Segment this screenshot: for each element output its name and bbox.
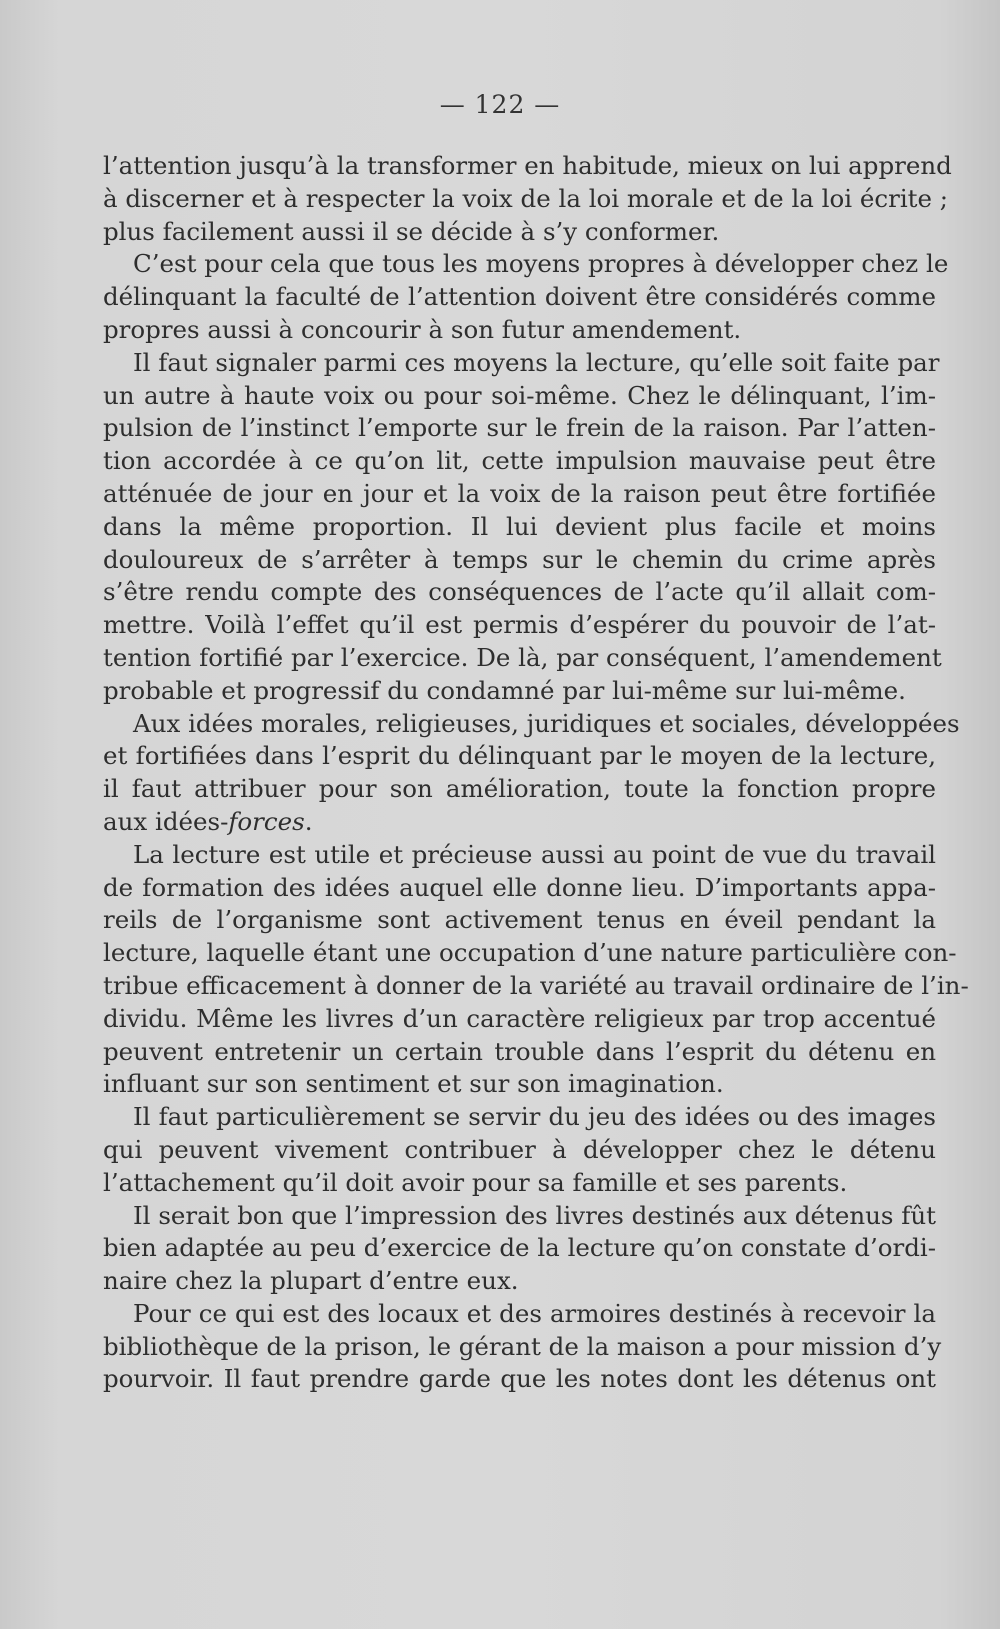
text-line: bien adaptée au peu d’exercice de la lecture qu’on constate d’ordi-: [103, 1233, 936, 1263]
paragraph-6: [103, 1101, 936, 1199]
text-line: il faut attribuer pour son amélioration, toute la fonction propre: [103, 774, 936, 804]
text-line: Aux idées morales, religieuses, juridiques et sociales, développées: [133, 708, 960, 738]
text-line: et fortifiées dans l’esprit du délinquant par le moyen de la lecture,: [103, 741, 936, 771]
text-line: naire chez la plupart d’entre eux.: [103, 1266, 519, 1296]
text-line: La lecture est utile et précieuse aussi au point de vue du travail: [133, 839, 936, 869]
text-line: lecture, laquelle étant une occupation d’une nature particulière con-: [103, 938, 957, 968]
text-fragment: aux idées-: [103, 806, 229, 836]
text-line: pourvoir. Il faut prendre garde que les notes dont les détenus ont: [103, 1364, 936, 1394]
paragraph-7: [103, 1200, 936, 1298]
text-line: pulsion de l’instinct l’emporte sur le frein de la raison. Par l’atten-: [103, 413, 936, 443]
text-line: C’est pour cela que tous les moyens propres à développer chez le: [133, 249, 949, 279]
text-line: douloureux de s’arrêter à temps sur le chemin du crime après: [103, 544, 936, 574]
italic-term: forces: [228, 806, 305, 836]
text-line: Il faut signaler parmi ces moyens la lecture, qu’elle soit faite par: [133, 347, 940, 377]
text-line: propres aussi à concourir à son futur amendement.: [103, 314, 742, 344]
paragraph-3: [103, 347, 942, 708]
text-line: [103, 806, 936, 839]
paragraph-5: [103, 839, 969, 1101]
text-line: s’être rendu compte des conséquences de l’acte qu’il allait com-: [103, 577, 936, 607]
text-line: qui peuvent vivement contribuer à développer chez le détenu: [103, 1134, 936, 1164]
page-number: — 122 —: [439, 90, 561, 119]
text-line: l’attachement qu’il doit avoir pour sa famille et ses parents.: [103, 1167, 848, 1197]
text-line: tention fortifié par l’exercice. De là, par conséquent, l’amendement: [103, 642, 942, 672]
text-line: à discerner et à respecter la voix de la loi morale et de la loi écrite ;: [103, 183, 949, 213]
body-text: [103, 150, 969, 1396]
text-line: atténuée de jour en jour et la voix de la raison peut être fortifiée: [103, 478, 936, 508]
text-line: dividu. Même les livres d’un caractère religieux par trop accentué: [103, 1003, 936, 1033]
text-line: bibliothèque de la prison, le gérant de la maison a pour mission d’y: [103, 1331, 942, 1361]
text-line: Il serait bon que l’impression des livres destinés aux détenus fût: [133, 1200, 936, 1230]
paragraph-8: [103, 1298, 942, 1396]
text-line: délinquant la faculté de l’attention doivent être considérés comme: [103, 282, 936, 312]
text-line: l’attention jusqu’à la transformer en habitude, mieux on lui apprend: [103, 151, 952, 180]
text-line: probable et progressif du condamné par lui-même sur lui-même.: [103, 675, 906, 705]
text-line: dans la même proportion. Il lui devient plus facile et moins: [103, 511, 936, 541]
text-line: tribue efficacement à donner de la variété au travail ordinaire de l’in-: [103, 970, 969, 1000]
text-fragment: .: [304, 806, 313, 836]
text-line: Pour ce qui est des locaux et des armoires destinés à recevoir la: [133, 1298, 936, 1328]
paragraph-4: [103, 708, 960, 839]
text-line: Il faut particulièrement se servir du jeu des idées ou des images: [133, 1102, 936, 1132]
text-line: un autre à haute voix ou pour soi-même. Chez le délinquant, l’im-: [103, 380, 936, 410]
paragraph-1: [103, 150, 952, 248]
text-line: mettre. Voilà l’effet qu’il est permis d’espérer du pouvoir de l’at-: [103, 610, 936, 640]
text-line: reils de l’organisme sont activement tenus en éveil pendant la: [103, 905, 936, 935]
paragraph-2: [103, 248, 949, 346]
text-line: de formation des idées auquel elle donne lieu. D’importants appa-: [103, 872, 936, 902]
text-line: peuvent entretenir un certain trouble dans l’esprit du détenu en: [103, 1036, 936, 1066]
text-line: plus facilement aussi il se décide à s’y conformer.: [103, 216, 720, 246]
text-line: influant sur son sentiment et sur son imagination.: [103, 1069, 724, 1099]
text-line: tion accordée à ce qu’on lit, cette impulsion mauvaise peut être: [103, 446, 936, 476]
